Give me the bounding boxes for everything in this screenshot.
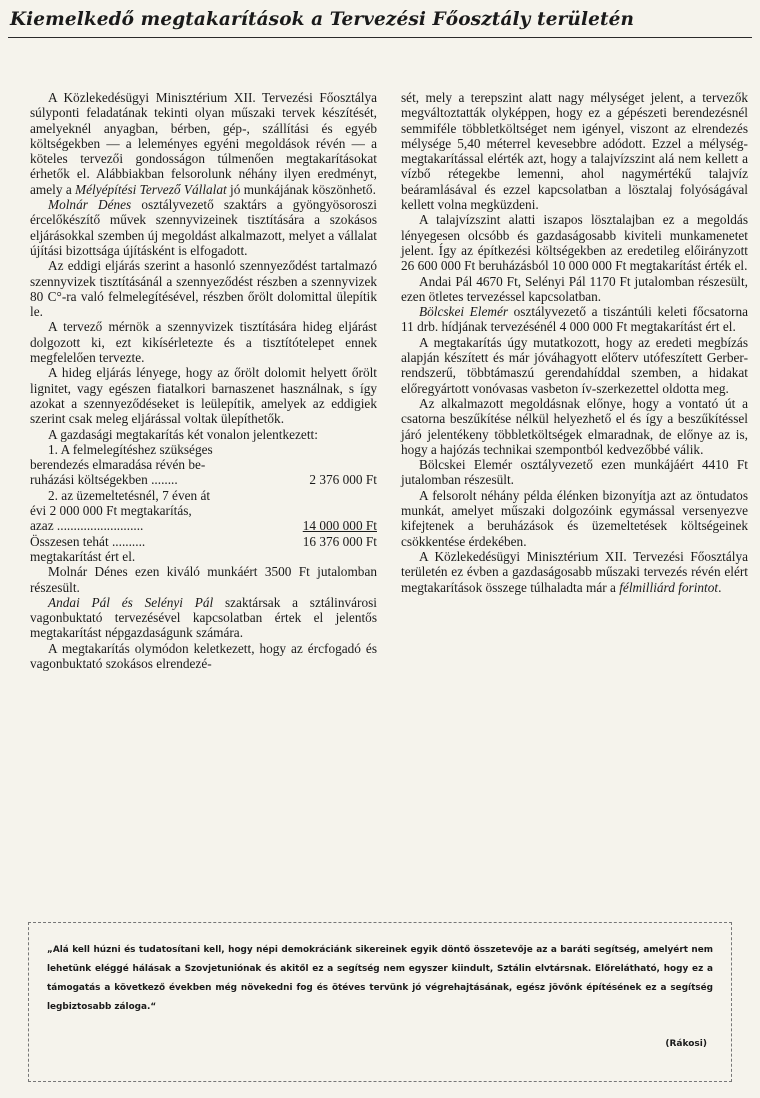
list-item-amount-line <box>30 472 377 487</box>
list-item-amount-line <box>30 518 377 533</box>
paragraph: A gazdasági megtakarítás két vonalon jelentkezett: <box>48 426 318 442</box>
total-amount: 16 376 000 Ft <box>302 533 377 549</box>
paragraph <box>30 90 377 197</box>
total-label: Összesen tehát .......... <box>30 533 146 549</box>
text-span: A Közlekedésügyi Minisztérium XII. Tervezési Főosztálya súlyponti feladatának tekinti olyan műszaki tervek készítését, amelyeknél anyagban, bérben, gép-, szállítási és egyéb költségekben — a leleményes egyéni megoldások révén — a köteles tervezői gondosságon túlmenően megtakarításokat érhetők el. Alábbiakban felsorolunk néhány ilyen eredményt, amely a <box>30 90 377 197</box>
text-span: azaz .......................... <box>30 518 144 534</box>
list-item-line <box>30 442 377 457</box>
paragraph: megtakarítást ért el. <box>30 548 136 564</box>
text-span: szaktársak a sztálinvárosi vagonbuktató tervezésével kapcsolatban értek el jelentős megtakarítást népgazdaságunk számára. <box>30 594 377 641</box>
paragraph <box>401 304 748 335</box>
quote-text: „Alá kell húzni és tudatosítani kell, hogy népi demokráciánk sikereinek egyik döntő összetevője az a baráti segítség, amelyért nem lehetünk eléggé hálásak a Szovjetuniónak és akitől ez a segítség nem egyszer kiindult, Sztálin elvtársnak. Előrelátható, hogy ez a támogatás a következő években még növekedni fog és ötéves tervünk jó végrehajtásának, egész jövőnk építésének ez a segítség legbiztosabb záloga.“ <box>47 945 713 1012</box>
paragraph: A felsorolt néhány példa élénken bizonyítja azt az öntudatos munkát, amelyet műszaki dolgozóink egymással versenyezve kifejtenek a beruházások és üzemeltetések költségeinek csökkentése érdekében. <box>401 487 748 549</box>
paragraph: A megtakarítás olymódon keletkezett, hogy az ércfogadó és vagonbuktató szokásos elrendezé- <box>30 640 377 671</box>
paragraph: A talajvízszint alatti iszapos lösztalajban ez a megoldás lényegesen olcsóbb és gazdaságosabb kiviteli munkamenetet jelent. Így az építkezési költségekben az eredetileg előirányzott 26 600 000 Ft beruházásból 10 000 000 Ft megtakarítást érték el. <box>401 212 748 274</box>
title-rule <box>8 37 752 38</box>
paragraph: Az alkalmazott megoldásnak előnye, hogy a vontató út a csatorna beszűkítése nélkül helyezhető el és így a beszűkítéssel járó jelentékeny többletköltségek elmaradnak, de előnye az is, hogy a hajózás technikai szempontból kedvezőbbé válik. <box>401 395 748 457</box>
amount: 2 376 000 Ft <box>309 472 377 488</box>
article-title: Kiemelkedő megtakarítások a Tervezési Főosztály területén <box>10 9 635 30</box>
text-span: jó munkájának köszönhető. <box>226 181 376 197</box>
paragraph: Bölcskei Elemér osztályvezető ezen munkájáért 4410 Ft jutalomban részesült. <box>401 457 748 488</box>
paragraph: A megtakarítás úgy mutatkozott, hogy az eredeti megbízás alapján készített és már jóváhagyott előterv utófeszített Gerber-rendszerű, többtámaszú gerendahíddal szemben, a hidakat előregyártott vonóvasas vasbeton ív-szerkezettel oldotta meg. <box>401 334 748 396</box>
person-names: Andai Pál és Selényi Pál <box>48 594 214 610</box>
left-column <box>30 90 377 671</box>
quote-box <box>28 922 732 1082</box>
text-span: osztályvezető a tiszántúli keleti főcsatorna 11 drb. hídjának tervezésénél 4 000 000 Ft megtakarítást ért el. <box>401 304 748 335</box>
text-span: ruházási költségekben ........ <box>30 472 178 488</box>
list-item-line <box>30 488 377 503</box>
text-span: 2. az üzemeltetésnél, 7 éven át <box>48 487 211 503</box>
list-item-line <box>30 457 377 472</box>
paragraph: Az eddigi eljárás szerint a hasonló szennyeződést tartalmazó szennyvizek tisztításánál a szennyeződést részben a szennyvizek 80 C°-ra való felmelegítésével, részben őrölt dolomittal ülepítik le. <box>30 258 377 320</box>
company-name: Mélyépítési Tervező Vállalat <box>75 181 227 197</box>
paragraph: sét, mely a terepszint alatt nagy mélységet jelent, a tervezők megváltoztatták olyképpen, hogy ez a gépészeti berendezésnél semmiféle többletköltséget nem igényel, viszont az elrendezés mélysége 5,40 méterrel kevesebbre adódott. Ezzel a mélység-megtakarítással elérték azt, hogy a talajvízszint alá nem kellett a vízbő rétegekbe lemenni, ahol nagymértékű talajvíz beáramlásával és ezzel kapcsolatban a lösztalaj folyóságával kellett volna megküzdeni. <box>401 90 748 213</box>
quote-author: (Rákosi) <box>665 1039 707 1049</box>
paragraph <box>30 197 377 258</box>
list-item-line <box>30 503 377 518</box>
person-name: Bölcskei Elemér <box>419 304 509 320</box>
text-span: osztályvezető szaktárs a gyöngyösoroszi ércelőkészítő művek szennyvizeinek tisztítására a szokásos eljárásokkal szemben új megoldást alkalmazott, melyet a vállalat újítási bizottsága újításként is elfogadott. <box>30 197 378 258</box>
total-line <box>30 534 377 549</box>
paragraph: Molnár Dénes ezen kiváló munkáért 3500 Ft jutalomban részesült. <box>30 564 377 595</box>
text-span: berendezés elmaradása révén be- <box>30 457 206 473</box>
paragraph: Andai Pál 4670 Ft, Selényi Pál 1170 Ft jutalomban részesült, ezen ötletes tervezéssel kapcsolatban. <box>401 273 748 304</box>
text-span: 1. A felmelegítéshez szükséges <box>48 441 213 457</box>
person-name: Molnár Dénes <box>48 197 132 213</box>
paragraph <box>401 549 748 595</box>
paragraph <box>30 595 377 641</box>
amount: 14 000 000 Ft <box>302 518 377 534</box>
text-span: A Közlekedésügyi Minisztérium XII. Tervezési Főosztálya területén ez évben a gazdaságosabb műszaki tervezés révén elért megtakarítások összege túlhaladta már a <box>401 548 748 595</box>
text-span: évi 2 000 000 Ft megtakarítás, <box>30 503 192 519</box>
right-column <box>401 90 748 595</box>
paragraph: A tervező mérnök a szennyvizek tisztítására hideg eljárást dolgozott ki, ezt kikísérletezte és a tisztítótelepet ennek megfelelően tervezte. <box>30 319 377 366</box>
emphasis-amount: félmilliárd forintot <box>619 579 719 595</box>
paragraph: A hideg eljárás lényege, hogy az őrölt dolomit helyett őrölt lignitet, vagy egészen fiatalkori barnaszenet használnak, s így azokat a szennyeződéseket is leülepítik, amelyek az eddigiek szerint csak meleg eljárással voltak ülepíthetők. <box>30 365 377 427</box>
text-span: . <box>718 579 722 595</box>
